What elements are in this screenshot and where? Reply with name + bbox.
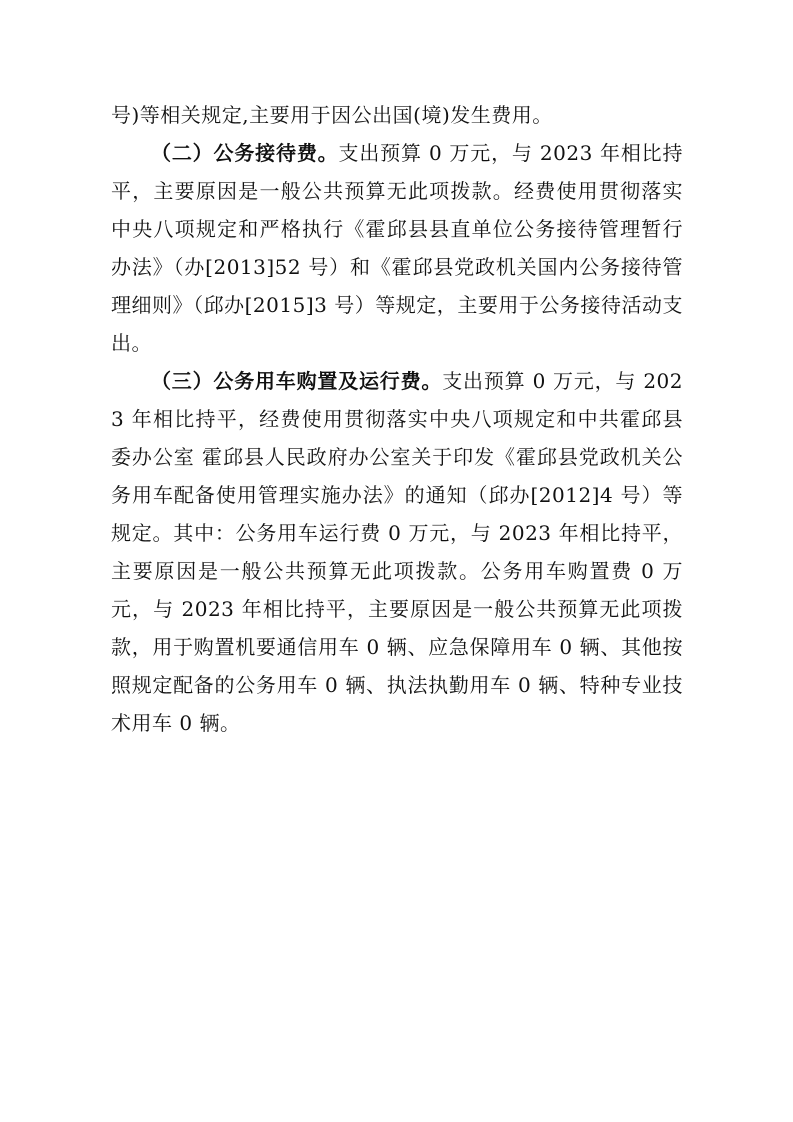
paragraph-text: 号)等相关规定,主要用于因公出国(境)发生费用。 [111,103,553,127]
paragraph-reception-expenses [111,134,683,362]
paragraph-text: 支出预算 0 万元，与 2023 年相比持平，经费使用贯彻落实中央八项规定和中共霍邱县委办公室 霍邱县人民政府办公室关于印发《霍邱县党政机关公务用车配备使用管理实施办法》的通知（邱办[2012]4 号）等规定。其中：公务用车运行费 0 万元，与 2023 年相比持平，主要原因是一般公共预算无此项拨款。公务用车购置费 0 万元，与 2023 年相比持平，主要原因是一般公共预算无此项拨款，用于购置机要通信用车 0 辆、应急保障用车 0 辆、其他按照规定配备的公务用车 0 辆、执法执勤用车 0 辆、特种专业技术用车 0 辆。 [111,369,683,735]
body-text [111,96,683,742]
section-heading-vehicles: （三）公务用车购置及运行费。 [151,369,443,393]
paragraph-overseas-travel-tail [111,96,683,134]
paragraph-vehicle-expenses [111,362,683,742]
paragraph-text: 支出预算 0 万元，与 2023 年相比持平，主要原因是一般公共预算无此项拨款。经费使用贯彻落实中央八项规定和严格执行《霍邱县县直单位公务接待管理暂行办法》（办[2013]52 号）和《霍邱县党政机关国内公务接待管理细则》（邱办[2015]3 号）等规定，主要用于公务接待活动支出。 [111,141,683,355]
section-heading-reception: （二）公务接待费。 [151,141,339,165]
